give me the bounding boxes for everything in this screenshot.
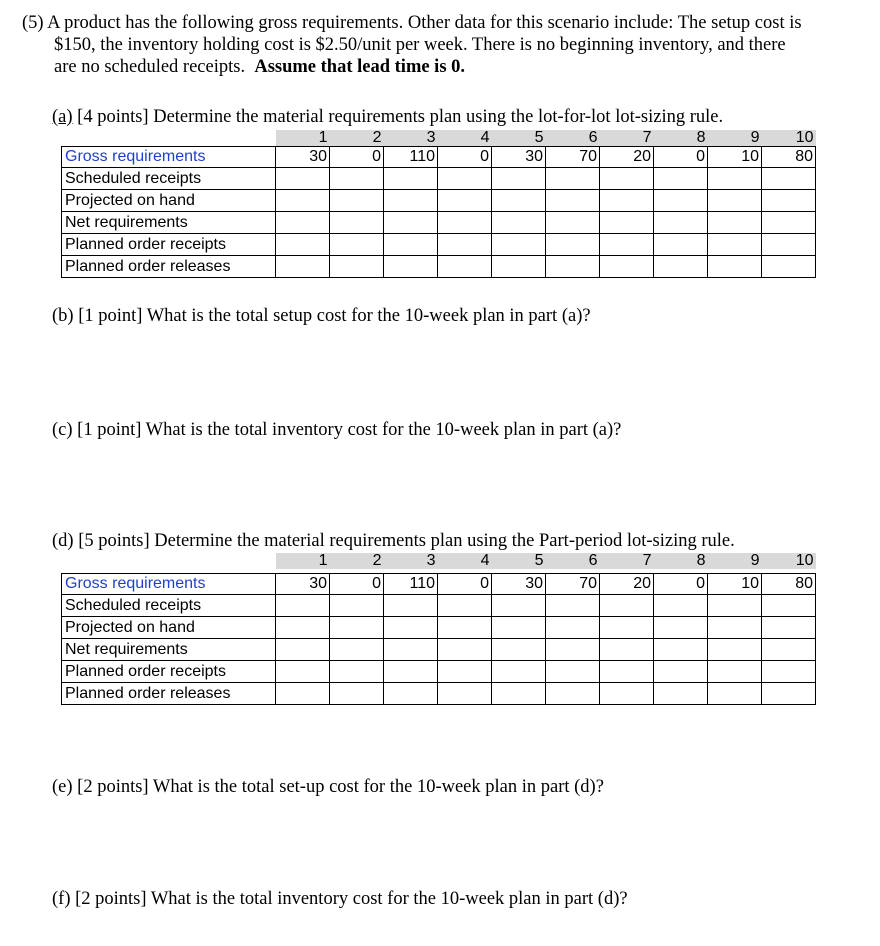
answer-cell[interactable]	[600, 639, 654, 661]
gross-requirement-cell: 70	[546, 147, 600, 168]
answer-cell[interactable]	[384, 212, 438, 234]
gross-requirement-cell: 80	[762, 574, 816, 595]
answer-cell[interactable]	[600, 617, 654, 639]
gross-requirement-cell: 30	[492, 574, 546, 595]
lead-time-assumption: Assume that lead time is 0.	[254, 57, 466, 77]
answer-cell[interactable]	[546, 234, 600, 256]
answer-cell[interactable]	[438, 661, 492, 683]
part-a-question	[52, 106, 723, 128]
week-header-7: 7	[600, 553, 654, 569]
row-label: Planned order receipts	[62, 234, 276, 256]
answer-cell[interactable]	[492, 168, 546, 190]
answer-cell[interactable]	[708, 212, 762, 234]
gross-requirement-cell: 0	[330, 574, 384, 595]
mrp-table-part-period	[61, 553, 816, 705]
answer-cell[interactable]	[384, 168, 438, 190]
answer-cell[interactable]	[276, 595, 330, 617]
answer-cell[interactable]	[330, 617, 384, 639]
table-row	[62, 639, 816, 661]
week-header-5: 5	[492, 130, 546, 147]
answer-cell[interactable]	[438, 617, 492, 639]
answer-cell[interactable]	[384, 234, 438, 256]
week-header-3: 3	[384, 130, 438, 147]
week-header-8: 8	[654, 130, 708, 147]
answer-cell[interactable]	[546, 683, 600, 705]
answer-cell[interactable]	[708, 234, 762, 256]
part-e-question: (e) [2 points] What is the total set-up cost for the 10-week plan in part (d)?	[52, 777, 604, 797]
answer-cell[interactable]	[600, 168, 654, 190]
answer-cell[interactable]	[492, 595, 546, 617]
answer-cell[interactable]	[276, 168, 330, 190]
part-b-question: (b) [1 point] What is the total setup cost for the 10-week plan in part (a)?	[52, 306, 591, 326]
table-row	[62, 212, 816, 234]
answer-cell[interactable]	[276, 683, 330, 705]
table-row	[62, 256, 816, 278]
gross-requirement-cell: 0	[438, 574, 492, 595]
week-header-2: 2	[330, 553, 384, 569]
week-header-9: 9	[708, 130, 762, 147]
answer-cell[interactable]	[708, 190, 762, 212]
answer-cell[interactable]	[492, 661, 546, 683]
answer-cell[interactable]	[276, 212, 330, 234]
answer-cell[interactable]	[600, 595, 654, 617]
gross-requirement-cell: 30	[276, 574, 330, 595]
answer-cell[interactable]	[438, 639, 492, 661]
answer-cell[interactable]	[384, 256, 438, 278]
answer-cell[interactable]	[762, 595, 816, 617]
table-row	[62, 661, 816, 683]
answer-cell[interactable]	[708, 617, 762, 639]
week-header-2: 2	[330, 130, 384, 147]
row-label: Projected on hand	[62, 617, 276, 639]
answer-cell[interactable]	[762, 234, 816, 256]
part-c-question: (c) [1 point] What is the total inventory cost for the 10-week plan in part (a)?	[52, 420, 622, 440]
answer-cell[interactable]	[654, 639, 708, 661]
table-row	[62, 574, 816, 595]
answer-cell[interactable]	[708, 683, 762, 705]
answer-cell[interactable]	[384, 595, 438, 617]
row-label: Planned order releases	[62, 683, 276, 705]
gross-requirement-cell: 80	[762, 147, 816, 168]
part-d-question: (d) [5 points] Determine the material requirements plan using the Part-period lot-sizing rule.	[52, 531, 735, 551]
answer-cell[interactable]	[708, 661, 762, 683]
week-header-5: 5	[492, 553, 546, 569]
answer-cell[interactable]	[438, 190, 492, 212]
intro-line-1: (5) A product has the following gross requirements. Other data for this scenario include: The setup cost is	[22, 13, 802, 33]
answer-cell[interactable]	[654, 595, 708, 617]
answer-cell[interactable]	[330, 595, 384, 617]
answer-cell[interactable]	[654, 617, 708, 639]
answer-cell[interactable]	[276, 190, 330, 212]
row-label: Projected on hand	[62, 190, 276, 212]
answer-cell[interactable]	[600, 661, 654, 683]
week-header-4: 4	[438, 553, 492, 569]
answer-cell[interactable]	[600, 212, 654, 234]
answer-cell[interactable]	[654, 683, 708, 705]
answer-cell[interactable]	[600, 256, 654, 278]
answer-cell[interactable]	[492, 617, 546, 639]
gross-requirement-cell: 0	[654, 574, 708, 595]
answer-cell[interactable]	[546, 595, 600, 617]
answer-cell[interactable]	[384, 617, 438, 639]
week-header-1: 1	[276, 130, 330, 147]
answer-cell[interactable]	[546, 639, 600, 661]
answer-cell[interactable]	[762, 190, 816, 212]
answer-cell[interactable]	[600, 234, 654, 256]
answer-cell[interactable]	[600, 190, 654, 212]
row-label: Planned order releases	[62, 256, 276, 278]
answer-cell[interactable]	[654, 212, 708, 234]
answer-cell[interactable]	[438, 168, 492, 190]
part-a-text: [4 points] Determine the material requirements plan using the lot-for-lot lot-sizing rule.	[77, 107, 724, 127]
answer-cell[interactable]	[762, 256, 816, 278]
week-header-10: 10	[762, 553, 816, 569]
answer-cell[interactable]	[708, 168, 762, 190]
gross-requirement-cell: 0	[654, 147, 708, 168]
answer-cell[interactable]	[492, 683, 546, 705]
week-header-row	[62, 130, 816, 147]
answer-cell[interactable]	[330, 212, 384, 234]
answer-cell[interactable]	[330, 190, 384, 212]
week-header-7: 7	[600, 130, 654, 147]
week-header-9: 9	[708, 553, 762, 569]
week-header-1: 1	[276, 553, 330, 569]
gross-requirement-cell: 20	[600, 574, 654, 595]
part-f-question: (f) [2 points] What is the total inventory cost for the 10-week plan in part (d)?	[52, 889, 628, 909]
answer-cell[interactable]	[492, 639, 546, 661]
answer-cell[interactable]	[330, 168, 384, 190]
answer-cell[interactable]	[492, 190, 546, 212]
answer-cell[interactable]	[384, 661, 438, 683]
answer-cell[interactable]	[654, 190, 708, 212]
answer-cell[interactable]	[654, 168, 708, 190]
intro-line-2: $150, the inventory holding cost is $2.50/unit per week. There is no beginning inventory, and there	[54, 35, 786, 55]
answer-cell[interactable]	[708, 256, 762, 278]
gross-requirement-cell: 20	[600, 147, 654, 168]
answer-cell[interactable]	[438, 595, 492, 617]
answer-cell[interactable]	[438, 234, 492, 256]
mrp-table-lot-for-lot	[61, 130, 816, 278]
answer-cell[interactable]	[330, 639, 384, 661]
part-a-label: (a)	[52, 107, 73, 127]
week-header-6: 6	[546, 130, 600, 147]
table-row	[62, 147, 816, 168]
answer-cell[interactable]	[276, 661, 330, 683]
row-label: Planned order receipts	[62, 661, 276, 683]
table-row	[62, 595, 816, 617]
answer-cell[interactable]	[546, 168, 600, 190]
problem-statement	[22, 12, 802, 78]
intro-line-3	[22, 56, 802, 78]
answer-cell[interactable]	[384, 190, 438, 212]
week-header-6: 6	[546, 553, 600, 569]
answer-cell[interactable]	[438, 683, 492, 705]
answer-cell[interactable]	[492, 256, 546, 278]
table-row	[62, 168, 816, 190]
row-label: Scheduled receipts	[62, 168, 276, 190]
intro-line-3-plain: are no scheduled receipts.	[54, 57, 255, 77]
row-label: Scheduled receipts	[62, 595, 276, 617]
answer-cell[interactable]	[330, 256, 384, 278]
answer-cell[interactable]	[654, 256, 708, 278]
week-header-8: 8	[654, 553, 708, 569]
week-header-3: 3	[384, 553, 438, 569]
week-header-10: 10	[762, 130, 816, 147]
answer-cell[interactable]	[330, 683, 384, 705]
answer-cell[interactable]	[708, 595, 762, 617]
header-corner	[62, 130, 276, 147]
answer-cell[interactable]	[492, 234, 546, 256]
answer-cell[interactable]	[762, 168, 816, 190]
gross-requirement-cell: 70	[546, 574, 600, 595]
row-label: Net requirements	[62, 212, 276, 234]
answer-cell[interactable]	[762, 683, 816, 705]
header-corner	[62, 553, 276, 569]
answer-cell[interactable]	[384, 639, 438, 661]
row-label: Gross requirements	[62, 574, 276, 595]
week-header-4: 4	[438, 130, 492, 147]
answer-cell[interactable]	[600, 683, 654, 705]
table-row	[62, 190, 816, 212]
answer-cell[interactable]	[546, 212, 600, 234]
answer-cell[interactable]	[384, 683, 438, 705]
answer-cell[interactable]	[762, 617, 816, 639]
answer-cell[interactable]	[330, 234, 384, 256]
row-label: Net requirements	[62, 639, 276, 661]
answer-cell[interactable]	[438, 212, 492, 234]
gross-requirement-cell: 10	[708, 147, 762, 168]
answer-cell[interactable]	[762, 212, 816, 234]
answer-cell[interactable]	[762, 661, 816, 683]
answer-cell[interactable]	[276, 617, 330, 639]
answer-cell[interactable]	[546, 256, 600, 278]
gross-requirement-cell: 10	[708, 574, 762, 595]
table-row	[62, 683, 816, 705]
row-label: Gross requirements	[62, 147, 276, 168]
answer-cell[interactable]	[546, 661, 600, 683]
gross-requirement-cell: 0	[438, 147, 492, 168]
table-row	[62, 234, 816, 256]
gross-requirement-cell: 110	[384, 147, 438, 168]
table-row	[62, 617, 816, 639]
answer-cell[interactable]	[654, 661, 708, 683]
answer-cell[interactable]	[330, 661, 384, 683]
answer-cell[interactable]	[438, 256, 492, 278]
gross-requirement-cell: 110	[384, 574, 438, 595]
answer-cell[interactable]	[276, 639, 330, 661]
answer-cell[interactable]	[708, 639, 762, 661]
answer-cell[interactable]	[654, 234, 708, 256]
week-header-row	[62, 553, 816, 569]
answer-cell[interactable]	[276, 234, 330, 256]
answer-cell[interactable]	[546, 617, 600, 639]
answer-cell[interactable]	[546, 190, 600, 212]
gross-requirement-cell: 30	[276, 147, 330, 168]
answer-cell[interactable]	[762, 639, 816, 661]
answer-cell[interactable]	[276, 256, 330, 278]
gross-requirement-cell: 0	[330, 147, 384, 168]
gross-requirement-cell: 30	[492, 147, 546, 168]
answer-cell[interactable]	[492, 212, 546, 234]
